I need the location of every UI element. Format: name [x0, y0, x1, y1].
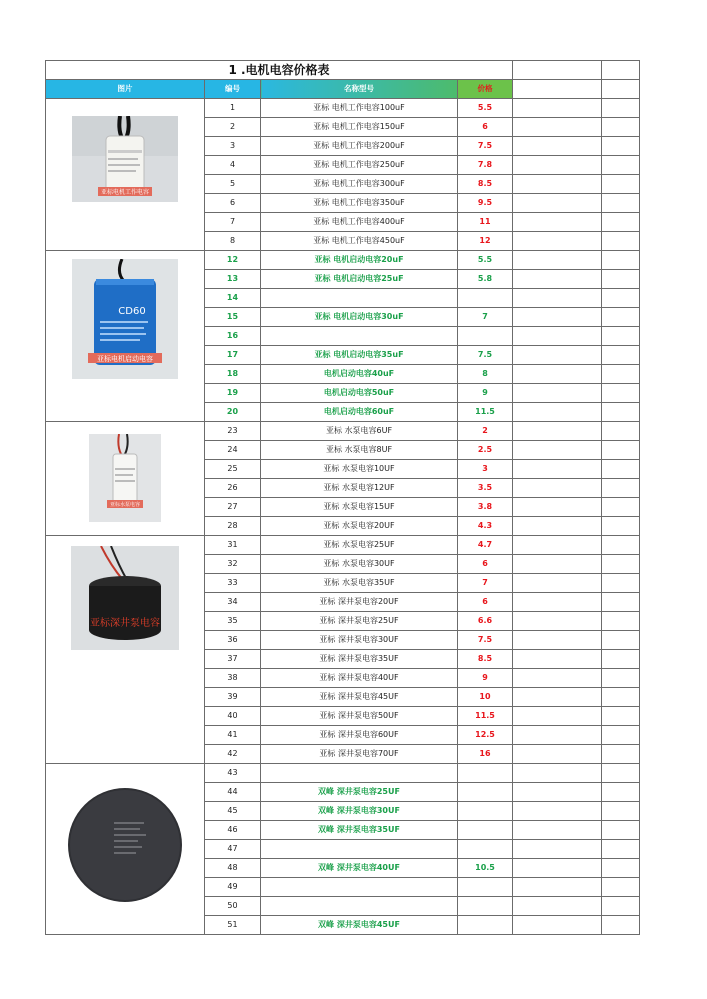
- item-number: 18: [205, 365, 261, 384]
- empty-cell[interactable]: [513, 156, 602, 175]
- item-price: 8.5: [458, 650, 513, 669]
- item-price: 9.5: [458, 194, 513, 213]
- item-number: 16: [205, 327, 261, 346]
- item-name: 亚标 深井泵电容50UF: [261, 707, 458, 726]
- empty-cell[interactable]: [513, 346, 602, 365]
- item-name: [261, 840, 458, 859]
- empty-cell[interactable]: [602, 802, 640, 821]
- empty-cell[interactable]: [602, 251, 640, 270]
- item-number: 40: [205, 707, 261, 726]
- item-price: 11: [458, 213, 513, 232]
- item-number: 34: [205, 593, 261, 612]
- empty-cell[interactable]: [602, 61, 640, 80]
- item-name: 亚标 电机工作电容200uF: [261, 137, 458, 156]
- item-number: 38: [205, 669, 261, 688]
- empty-cell[interactable]: [602, 289, 640, 308]
- item-number: 2: [205, 118, 261, 137]
- table-row: [46, 536, 640, 555]
- product-image-cell: [46, 536, 205, 764]
- empty-cell[interactable]: [513, 213, 602, 232]
- empty-cell[interactable]: [513, 555, 602, 574]
- empty-cell[interactable]: [513, 118, 602, 137]
- empty-cell[interactable]: [602, 194, 640, 213]
- item-name: [261, 764, 458, 783]
- empty-cell[interactable]: [513, 764, 602, 783]
- price-table: [45, 60, 640, 935]
- empty-cell[interactable]: [602, 137, 640, 156]
- white-capacitor-photo: [72, 116, 178, 202]
- item-number: 19: [205, 384, 261, 403]
- item-number: 13: [205, 270, 261, 289]
- empty-cell[interactable]: [602, 80, 640, 99]
- item-price: 6: [458, 118, 513, 137]
- item-name: 亚标 电机工作电容150uF: [261, 118, 458, 137]
- product-image-cell: [46, 764, 205, 935]
- item-price: 9: [458, 669, 513, 688]
- item-number: 31: [205, 536, 261, 555]
- item-name: 亚标 深井泵电容25UF: [261, 612, 458, 631]
- item-price: 11.5: [458, 707, 513, 726]
- item-price: 3: [458, 460, 513, 479]
- item-price: [458, 897, 513, 916]
- item-number: 8: [205, 232, 261, 251]
- empty-cell[interactable]: [513, 707, 602, 726]
- item-number: 26: [205, 479, 261, 498]
- empty-cell[interactable]: [602, 555, 640, 574]
- empty-cell[interactable]: [602, 156, 640, 175]
- item-price: [458, 802, 513, 821]
- empty-cell[interactable]: [602, 270, 640, 289]
- empty-cell[interactable]: [602, 916, 640, 935]
- item-number: 33: [205, 574, 261, 593]
- item-name: 亚标 电机启动电容35uF: [261, 346, 458, 365]
- item-price: 3.8: [458, 498, 513, 517]
- empty-cell[interactable]: [513, 593, 602, 612]
- item-number: 51: [205, 916, 261, 935]
- item-name: 亚标 深井泵电容30UF: [261, 631, 458, 650]
- table-row: [46, 422, 640, 441]
- empty-cell[interactable]: [602, 593, 640, 612]
- table-row: [46, 251, 640, 270]
- empty-cell[interactable]: [513, 80, 602, 99]
- item-number: 32: [205, 555, 261, 574]
- item-price: 16: [458, 745, 513, 764]
- item-name: 亚标 电机工作电容100uF: [261, 99, 458, 118]
- item-price: [458, 289, 513, 308]
- product-photo: [72, 116, 178, 205]
- item-price: 10: [458, 688, 513, 707]
- item-name: [261, 289, 458, 308]
- header-image: 图片: [46, 80, 205, 99]
- empty-cell[interactable]: [602, 688, 640, 707]
- header-row: [46, 80, 640, 99]
- empty-cell[interactable]: [602, 536, 640, 555]
- item-price: 12.5: [458, 726, 513, 745]
- product-photo: [72, 259, 178, 382]
- item-name: 亚标 电机工作电容400uF: [261, 213, 458, 232]
- item-name: 双峰 深井泵电容35UF: [261, 821, 458, 840]
- item-price: [458, 821, 513, 840]
- item-name: 亚标 电机启动电容25uF: [261, 270, 458, 289]
- empty-cell[interactable]: [602, 384, 640, 403]
- item-price: 5.5: [458, 99, 513, 118]
- item-name: 双峰 深井泵电容25UF: [261, 783, 458, 802]
- photo-caption: 亚标电机启动电容: [97, 355, 153, 363]
- empty-cell[interactable]: [513, 251, 602, 270]
- empty-cell[interactable]: [602, 99, 640, 118]
- empty-cell[interactable]: [513, 878, 602, 897]
- item-number: 47: [205, 840, 261, 859]
- item-number: 15: [205, 308, 261, 327]
- item-price: [458, 878, 513, 897]
- empty-cell[interactable]: [513, 175, 602, 194]
- item-name: 亚标 电机工作电容450uF: [261, 232, 458, 251]
- item-number: 7: [205, 213, 261, 232]
- item-name: 亚标 深井泵电容35UF: [261, 650, 458, 669]
- item-number: 49: [205, 878, 261, 897]
- table-title: 1 .电机电容价格表: [46, 61, 513, 80]
- empty-cell[interactable]: [513, 232, 602, 251]
- item-number: 5: [205, 175, 261, 194]
- empty-cell[interactable]: [602, 498, 640, 517]
- empty-cell[interactable]: [513, 365, 602, 384]
- item-number: 27: [205, 498, 261, 517]
- item-number: 50: [205, 897, 261, 916]
- empty-cell[interactable]: [602, 422, 640, 441]
- product-image-cell: [46, 251, 205, 422]
- empty-cell[interactable]: [602, 365, 640, 384]
- item-name: 电机启动电容50uF: [261, 384, 458, 403]
- empty-cell[interactable]: [513, 726, 602, 745]
- empty-cell[interactable]: [602, 878, 640, 897]
- photo-caption: 亚标水泵电容: [109, 502, 141, 508]
- empty-cell[interactable]: [602, 764, 640, 783]
- item-number: 23: [205, 422, 261, 441]
- item-number: 17: [205, 346, 261, 365]
- empty-cell[interactable]: [602, 232, 640, 251]
- item-number: 20: [205, 403, 261, 422]
- empty-cell[interactable]: [602, 707, 640, 726]
- empty-cell[interactable]: [602, 612, 640, 631]
- item-name: 亚标 电机工作电容350uF: [261, 194, 458, 213]
- empty-cell[interactable]: [513, 745, 602, 764]
- product-photo: [71, 546, 179, 653]
- item-number: 37: [205, 650, 261, 669]
- photo-caption: 亚标电机工作电容: [100, 189, 150, 196]
- item-price: [458, 327, 513, 346]
- empty-cell[interactable]: [602, 213, 640, 232]
- item-price: 7.5: [458, 346, 513, 365]
- item-price: 10.5: [458, 859, 513, 878]
- product-image-cell: [46, 422, 205, 536]
- item-name: 亚标 水泵电容15UF: [261, 498, 458, 517]
- item-number: 24: [205, 441, 261, 460]
- blue-cd60-capacitor-photo: [72, 259, 178, 379]
- item-name: [261, 878, 458, 897]
- empty-cell[interactable]: [602, 308, 640, 327]
- empty-cell[interactable]: [513, 270, 602, 289]
- empty-cell[interactable]: [513, 403, 602, 422]
- item-price: 7: [458, 574, 513, 593]
- item-number: 35: [205, 612, 261, 631]
- item-price: 9: [458, 384, 513, 403]
- item-name: 亚标 电机工作电容250uF: [261, 156, 458, 175]
- product-photo: [66, 786, 184, 907]
- empty-cell[interactable]: [602, 460, 640, 479]
- item-name: 亚标 水泵电容20UF: [261, 517, 458, 536]
- empty-cell[interactable]: [513, 441, 602, 460]
- item-name: 亚标 电机启动电容20uF: [261, 251, 458, 270]
- empty-cell[interactable]: [602, 859, 640, 878]
- empty-cell[interactable]: [513, 422, 602, 441]
- item-number: 44: [205, 783, 261, 802]
- item-name: [261, 897, 458, 916]
- empty-cell[interactable]: [602, 650, 640, 669]
- item-number: 36: [205, 631, 261, 650]
- item-name: 亚标 水泵电容12UF: [261, 479, 458, 498]
- empty-cell[interactable]: [602, 346, 640, 365]
- item-number: 39: [205, 688, 261, 707]
- empty-cell[interactable]: [513, 840, 602, 859]
- item-name: 亚标 电机工作电容300uF: [261, 175, 458, 194]
- item-number: 1: [205, 99, 261, 118]
- item-number: 48: [205, 859, 261, 878]
- title-row: [46, 61, 640, 80]
- item-price: 12: [458, 232, 513, 251]
- item-price: 7.5: [458, 137, 513, 156]
- item-name: 亚标 水泵电容35UF: [261, 574, 458, 593]
- item-price: 2.5: [458, 441, 513, 460]
- empty-cell[interactable]: [513, 783, 602, 802]
- empty-cell[interactable]: [602, 175, 640, 194]
- empty-cell[interactable]: [602, 669, 640, 688]
- item-name: 双峰 深井泵电容40UF: [261, 859, 458, 878]
- empty-cell[interactable]: [513, 498, 602, 517]
- empty-cell[interactable]: [513, 517, 602, 536]
- item-name: 亚标 深井泵电容70UF: [261, 745, 458, 764]
- photo-label: CD60: [118, 306, 146, 317]
- item-name: 亚标 电机启动电容30uF: [261, 308, 458, 327]
- empty-cell[interactable]: [602, 821, 640, 840]
- empty-cell[interactable]: [602, 403, 640, 422]
- item-price: 5.5: [458, 251, 513, 270]
- empty-cell[interactable]: [602, 840, 640, 859]
- empty-cell[interactable]: [602, 574, 640, 593]
- item-number: 45: [205, 802, 261, 821]
- empty-cell[interactable]: [513, 384, 602, 403]
- empty-cell[interactable]: [602, 783, 640, 802]
- item-price: 4.3: [458, 517, 513, 536]
- round-black-capacitor-photo: [66, 786, 184, 904]
- item-number: 46: [205, 821, 261, 840]
- header-name: 名称型号: [261, 80, 458, 99]
- empty-cell[interactable]: [513, 137, 602, 156]
- empty-cell[interactable]: [513, 669, 602, 688]
- empty-cell[interactable]: [513, 536, 602, 555]
- item-number: 14: [205, 289, 261, 308]
- item-price: 11.5: [458, 403, 513, 422]
- deep-well-pump-capacitor-photo: [71, 546, 179, 650]
- item-number: 42: [205, 745, 261, 764]
- item-name: 亚标 深井泵电容45UF: [261, 688, 458, 707]
- item-name: 亚标 深井泵电容60UF: [261, 726, 458, 745]
- product-photo: [89, 434, 161, 525]
- item-price: [458, 783, 513, 802]
- item-name: [261, 327, 458, 346]
- empty-cell[interactable]: [513, 194, 602, 213]
- empty-cell[interactable]: [602, 118, 640, 137]
- item-number: 6: [205, 194, 261, 213]
- photo-caption: 亚标深井泵电容: [90, 618, 160, 629]
- item-name: 双峰 深井泵电容45UF: [261, 916, 458, 935]
- empty-cell[interactable]: [513, 821, 602, 840]
- item-price: 6: [458, 555, 513, 574]
- item-name: 亚标 深井泵电容40UF: [261, 669, 458, 688]
- item-price: 7: [458, 308, 513, 327]
- item-price: [458, 764, 513, 783]
- empty-cell[interactable]: [602, 631, 640, 650]
- empty-cell[interactable]: [602, 897, 640, 916]
- item-price: 8: [458, 365, 513, 384]
- empty-cell[interactable]: [513, 289, 602, 308]
- item-price: 6: [458, 593, 513, 612]
- empty-cell[interactable]: [602, 441, 640, 460]
- item-name: 亚标 水泵电容6UF: [261, 422, 458, 441]
- empty-cell[interactable]: [513, 99, 602, 118]
- item-price: 7.5: [458, 631, 513, 650]
- product-image-cell: [46, 99, 205, 251]
- item-number: 3: [205, 137, 261, 156]
- item-name: 电机启动电容40uF: [261, 365, 458, 384]
- empty-cell[interactable]: [513, 460, 602, 479]
- empty-cell[interactable]: [513, 631, 602, 650]
- item-price: [458, 840, 513, 859]
- empty-cell[interactable]: [513, 688, 602, 707]
- item-number: 28: [205, 517, 261, 536]
- item-number: 12: [205, 251, 261, 270]
- item-number: 41: [205, 726, 261, 745]
- item-price: 5.8: [458, 270, 513, 289]
- empty-cell[interactable]: [513, 479, 602, 498]
- item-number: 4: [205, 156, 261, 175]
- pump-capacitor-photo: [89, 434, 161, 522]
- item-price: 3.5: [458, 479, 513, 498]
- empty-cell[interactable]: [513, 859, 602, 878]
- item-name: 亚标 水泵电容8UF: [261, 441, 458, 460]
- item-name: 亚标 水泵电容25UF: [261, 536, 458, 555]
- header-price: 价格: [458, 80, 513, 99]
- empty-cell[interactable]: [513, 650, 602, 669]
- table-row: [46, 99, 640, 118]
- table-row: [46, 764, 640, 783]
- header-number: 编号: [205, 80, 261, 99]
- empty-cell[interactable]: [513, 327, 602, 346]
- empty-cell[interactable]: [602, 517, 640, 536]
- empty-cell[interactable]: [513, 916, 602, 935]
- empty-cell[interactable]: [602, 327, 640, 346]
- item-name: 亚标 水泵电容30UF: [261, 555, 458, 574]
- item-price: 4.7: [458, 536, 513, 555]
- item-number: 25: [205, 460, 261, 479]
- item-price: 2: [458, 422, 513, 441]
- item-price: 8.5: [458, 175, 513, 194]
- item-number: 43: [205, 764, 261, 783]
- empty-cell[interactable]: [513, 61, 602, 80]
- empty-cell[interactable]: [602, 726, 640, 745]
- empty-cell[interactable]: [513, 802, 602, 821]
- item-name: 双峰 深井泵电容30UF: [261, 802, 458, 821]
- item-price: 7.8: [458, 156, 513, 175]
- item-price: [458, 916, 513, 935]
- item-name: 电机启动电容60uF: [261, 403, 458, 422]
- empty-cell[interactable]: [602, 479, 640, 498]
- item-price: 6.6: [458, 612, 513, 631]
- empty-cell[interactable]: [513, 612, 602, 631]
- empty-cell[interactable]: [513, 308, 602, 327]
- empty-cell[interactable]: [513, 897, 602, 916]
- empty-cell[interactable]: [513, 574, 602, 593]
- empty-cell[interactable]: [602, 745, 640, 764]
- item-name: 亚标 深井泵电容20UF: [261, 593, 458, 612]
- item-name: 亚标 水泵电容10UF: [261, 460, 458, 479]
